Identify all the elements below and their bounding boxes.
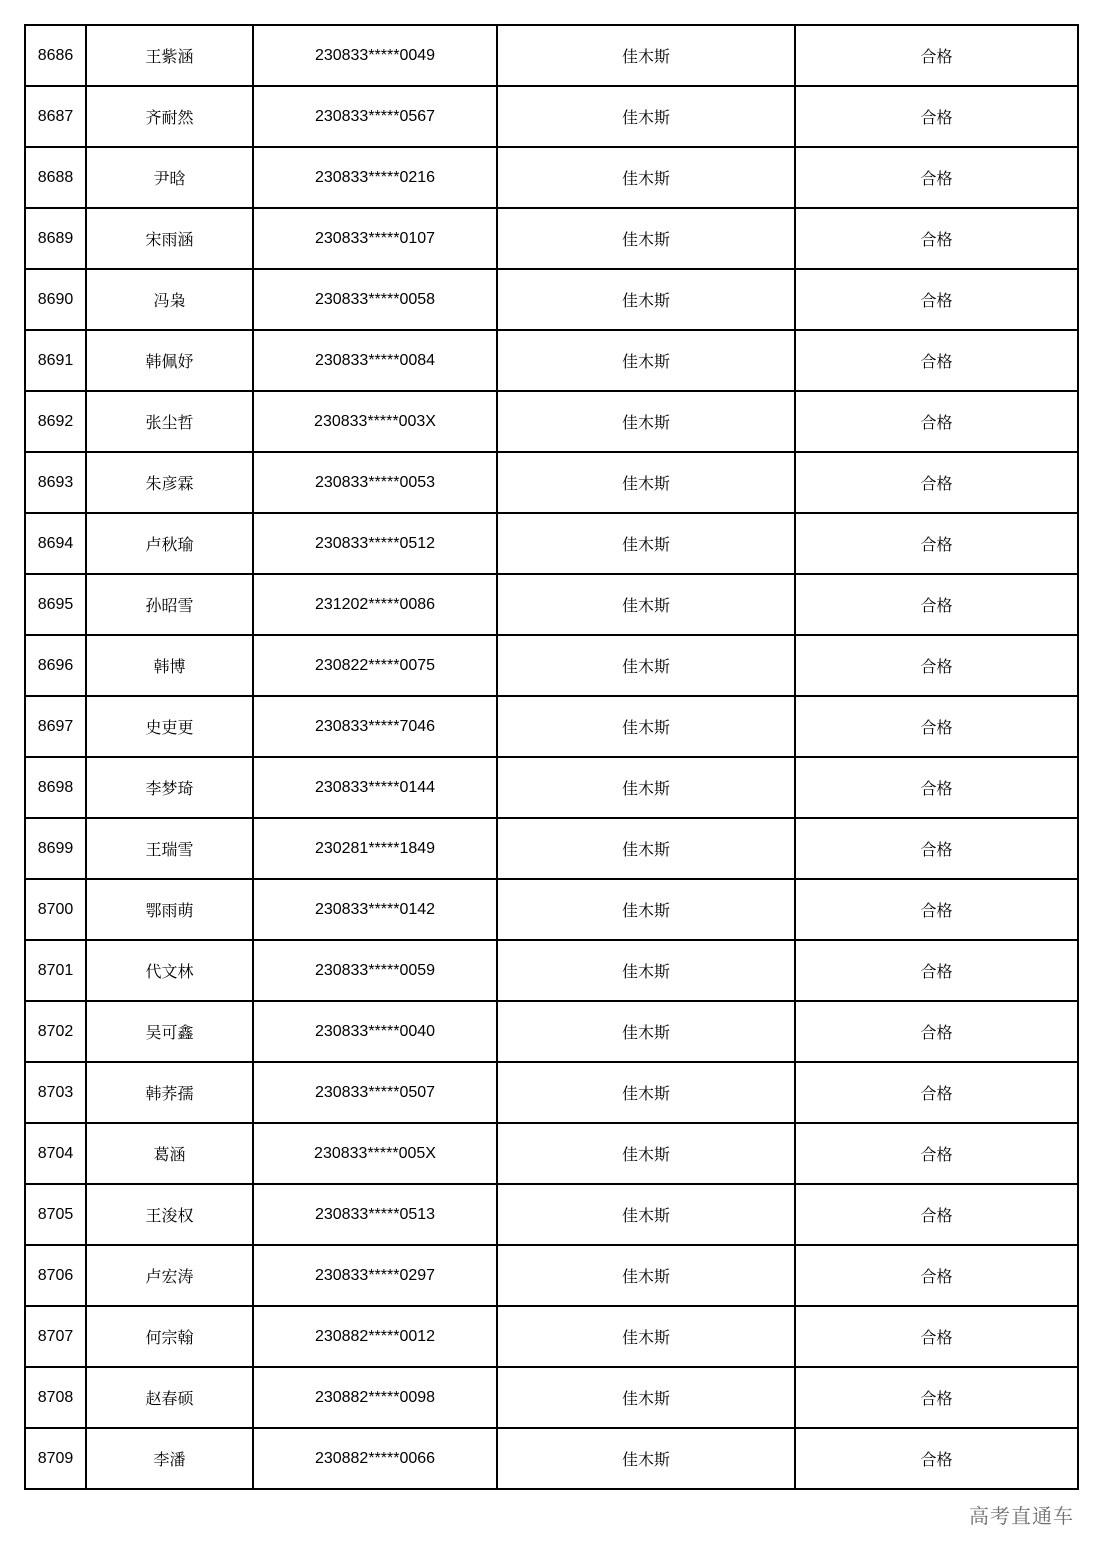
row-number-cell: 8687 [25, 86, 86, 147]
result-cell: 合格 [795, 25, 1078, 86]
name-cell: 鄂雨萌 [86, 879, 253, 940]
city-cell: 佳木斯 [497, 1367, 795, 1428]
result-cell: 合格 [795, 86, 1078, 147]
result-cell: 合格 [795, 1306, 1078, 1367]
id-number-cell: 230833*****0049 [253, 25, 497, 86]
name-cell: 齐耐然 [86, 86, 253, 147]
result-cell: 合格 [795, 1184, 1078, 1245]
id-number-cell: 230882*****0012 [253, 1306, 497, 1367]
id-number-cell: 230833*****003X [253, 391, 497, 452]
table-row [25, 513, 1078, 574]
table-row [25, 757, 1078, 818]
name-cell: 王紫涵 [86, 25, 253, 86]
result-cell: 合格 [795, 635, 1078, 696]
result-cell: 合格 [795, 879, 1078, 940]
result-cell: 合格 [795, 696, 1078, 757]
result-cell: 合格 [795, 940, 1078, 1001]
table-row [25, 330, 1078, 391]
id-number-cell: 230833*****0053 [253, 452, 497, 513]
city-cell: 佳木斯 [497, 818, 795, 879]
result-cell: 合格 [795, 1428, 1078, 1489]
table-row [25, 25, 1078, 86]
row-number-cell: 8700 [25, 879, 86, 940]
table-row [25, 452, 1078, 513]
city-cell: 佳木斯 [497, 25, 795, 86]
row-number-cell: 8708 [25, 1367, 86, 1428]
id-number-cell: 230833*****0142 [253, 879, 497, 940]
city-cell: 佳木斯 [497, 879, 795, 940]
name-cell: 王瑞雪 [86, 818, 253, 879]
table-row [25, 1184, 1078, 1245]
city-cell: 佳木斯 [497, 635, 795, 696]
id-number-cell: 230882*****0066 [253, 1428, 497, 1489]
id-number-cell: 230833*****0507 [253, 1062, 497, 1123]
city-cell: 佳木斯 [497, 1245, 795, 1306]
results-table [24, 24, 1079, 1490]
city-cell: 佳木斯 [497, 1428, 795, 1489]
name-cell: 冯枭 [86, 269, 253, 330]
row-number-cell: 8686 [25, 25, 86, 86]
city-cell: 佳木斯 [497, 696, 795, 757]
row-number-cell: 8691 [25, 330, 86, 391]
result-cell: 合格 [795, 1123, 1078, 1184]
id-number-cell: 230882*****0098 [253, 1367, 497, 1428]
row-number-cell: 8688 [25, 147, 86, 208]
city-cell: 佳木斯 [497, 1123, 795, 1184]
name-cell: 史吏更 [86, 696, 253, 757]
table-row [25, 940, 1078, 1001]
city-cell: 佳木斯 [497, 1184, 795, 1245]
name-cell: 卢秋瑜 [86, 513, 253, 574]
row-number-cell: 8695 [25, 574, 86, 635]
result-cell: 合格 [795, 757, 1078, 818]
id-number-cell: 230833*****0084 [253, 330, 497, 391]
table-row [25, 269, 1078, 330]
table-row [25, 879, 1078, 940]
result-cell: 合格 [795, 1001, 1078, 1062]
id-number-cell: 230822*****0075 [253, 635, 497, 696]
city-cell: 佳木斯 [497, 513, 795, 574]
row-number-cell: 8702 [25, 1001, 86, 1062]
id-number-cell: 230833*****0567 [253, 86, 497, 147]
city-cell: 佳木斯 [497, 1306, 795, 1367]
result-cell: 合格 [795, 330, 1078, 391]
name-cell: 韩荞孺 [86, 1062, 253, 1123]
id-number-cell: 230833*****0513 [253, 1184, 497, 1245]
table-row [25, 1001, 1078, 1062]
id-number-cell: 230833*****0040 [253, 1001, 497, 1062]
id-number-cell: 230833*****7046 [253, 696, 497, 757]
row-number-cell: 8694 [25, 513, 86, 574]
id-number-cell: 230833*****005X [253, 1123, 497, 1184]
city-cell: 佳木斯 [497, 86, 795, 147]
row-number-cell: 8701 [25, 940, 86, 1001]
table-row [25, 696, 1078, 757]
table-row [25, 1306, 1078, 1367]
city-cell: 佳木斯 [497, 330, 795, 391]
name-cell: 宋雨涵 [86, 208, 253, 269]
id-number-cell: 230833*****0144 [253, 757, 497, 818]
result-cell: 合格 [795, 1062, 1078, 1123]
id-number-cell: 230281*****1849 [253, 818, 497, 879]
result-cell: 合格 [795, 1245, 1078, 1306]
row-number-cell: 8709 [25, 1428, 86, 1489]
name-cell: 尹晗 [86, 147, 253, 208]
id-number-cell: 230833*****0058 [253, 269, 497, 330]
watermark-text: 高考直通车 [969, 1504, 1074, 1528]
name-cell: 卢宏涛 [86, 1245, 253, 1306]
city-cell: 佳木斯 [497, 269, 795, 330]
result-cell: 合格 [795, 147, 1078, 208]
city-cell: 佳木斯 [497, 1001, 795, 1062]
result-cell: 合格 [795, 513, 1078, 574]
table-row [25, 391, 1078, 452]
table-row [25, 1245, 1078, 1306]
row-number-cell: 8699 [25, 818, 86, 879]
row-number-cell: 8693 [25, 452, 86, 513]
table-row [25, 208, 1078, 269]
table-row [25, 1428, 1078, 1489]
result-cell: 合格 [795, 208, 1078, 269]
result-cell: 合格 [795, 574, 1078, 635]
name-cell: 代文林 [86, 940, 253, 1001]
id-number-cell: 230833*****0059 [253, 940, 497, 1001]
table-row [25, 86, 1078, 147]
id-number-cell: 230833*****0297 [253, 1245, 497, 1306]
result-cell: 合格 [795, 452, 1078, 513]
id-number-cell: 230833*****0512 [253, 513, 497, 574]
row-number-cell: 8692 [25, 391, 86, 452]
row-number-cell: 8697 [25, 696, 86, 757]
table-row [25, 147, 1078, 208]
row-number-cell: 8705 [25, 1184, 86, 1245]
name-cell: 朱彦霖 [86, 452, 253, 513]
name-cell: 韩博 [86, 635, 253, 696]
name-cell: 张尘哲 [86, 391, 253, 452]
id-number-cell: 230833*****0216 [253, 147, 497, 208]
city-cell: 佳木斯 [497, 208, 795, 269]
row-number-cell: 8703 [25, 1062, 86, 1123]
table-row [25, 1367, 1078, 1428]
row-number-cell: 8698 [25, 757, 86, 818]
result-cell: 合格 [795, 391, 1078, 452]
table-row [25, 1123, 1078, 1184]
name-cell: 赵春硕 [86, 1367, 253, 1428]
city-cell: 佳木斯 [497, 391, 795, 452]
id-number-cell: 230833*****0107 [253, 208, 497, 269]
name-cell: 孙昭雪 [86, 574, 253, 635]
id-number-cell: 231202*****0086 [253, 574, 497, 635]
row-number-cell: 8704 [25, 1123, 86, 1184]
name-cell: 何宗翰 [86, 1306, 253, 1367]
table-row [25, 1062, 1078, 1123]
row-number-cell: 8707 [25, 1306, 86, 1367]
table-row [25, 635, 1078, 696]
row-number-cell: 8689 [25, 208, 86, 269]
results-table-body [25, 25, 1078, 1489]
row-number-cell: 8690 [25, 269, 86, 330]
city-cell: 佳木斯 [497, 757, 795, 818]
table-row [25, 818, 1078, 879]
name-cell: 王浚权 [86, 1184, 253, 1245]
city-cell: 佳木斯 [497, 147, 795, 208]
row-number-cell: 8696 [25, 635, 86, 696]
result-cell: 合格 [795, 818, 1078, 879]
city-cell: 佳木斯 [497, 452, 795, 513]
table-row [25, 574, 1078, 635]
result-cell: 合格 [795, 269, 1078, 330]
name-cell: 李潘 [86, 1428, 253, 1489]
city-cell: 佳木斯 [497, 940, 795, 1001]
name-cell: 韩佩妤 [86, 330, 253, 391]
city-cell: 佳木斯 [497, 1062, 795, 1123]
city-cell: 佳木斯 [497, 574, 795, 635]
row-number-cell: 8706 [25, 1245, 86, 1306]
name-cell: 李梦琦 [86, 757, 253, 818]
result-cell: 合格 [795, 1367, 1078, 1428]
name-cell: 吴可鑫 [86, 1001, 253, 1062]
name-cell: 葛涵 [86, 1123, 253, 1184]
